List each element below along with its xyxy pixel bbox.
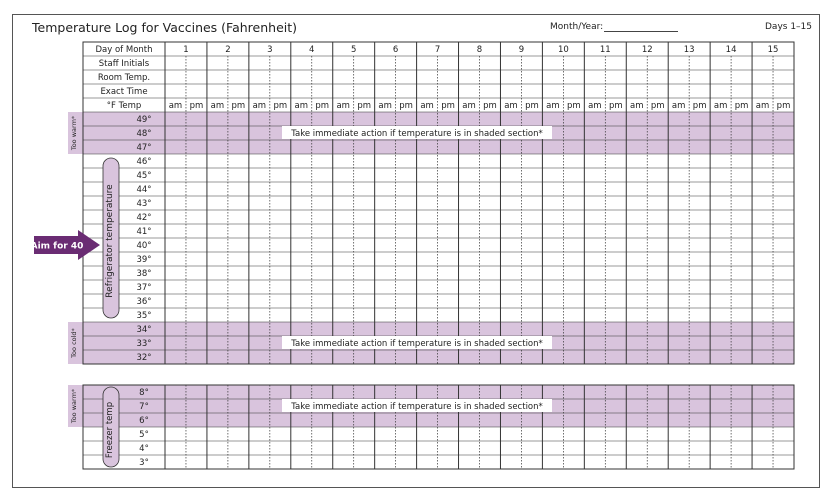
am-label: am [168, 101, 183, 111]
action-text: Take immediate action if temperature is in shaded section* [291, 339, 543, 349]
fridge-temp-label: 34° [136, 325, 152, 335]
am-label: am [462, 101, 476, 111]
day-number: 10 [557, 45, 569, 55]
freezer-temp-label: 4° [139, 444, 149, 454]
am-label: am [336, 101, 350, 111]
day-number: 12 [641, 45, 653, 55]
refrigerator-range-label: Refrigerator temperature [105, 184, 115, 298]
freezer-temp-label: 7° [139, 402, 149, 412]
pm-label: pm [231, 101, 246, 111]
am-label: am [546, 101, 560, 111]
pm-label: pm [189, 101, 204, 111]
am-label: am [588, 101, 602, 111]
day-number: 6 [392, 45, 399, 55]
row-header-label: Room Temp. [97, 73, 151, 83]
fridge-temp-label: 37° [136, 283, 152, 293]
fridge-temp-label: 46° [136, 157, 152, 167]
freezer-temp-label: 3° [139, 458, 149, 468]
fridge-temp-label: 47° [136, 143, 152, 153]
fridge-temp-label: 42° [136, 213, 152, 223]
day-number: 9 [518, 45, 525, 55]
am-label: am [378, 101, 392, 111]
action-text: Take immediate action if temperature is in shaded section* [291, 402, 543, 412]
pm-label: pm [567, 101, 581, 111]
day-number: 2 [225, 45, 231, 55]
am-label: am [671, 101, 686, 111]
fridge-temp-label: 41° [136, 227, 152, 237]
pm-label: pm [315, 101, 330, 111]
day-number: 5 [350, 45, 357, 55]
fridge-temp-label: 43° [136, 199, 152, 209]
pm-label: pm [483, 101, 497, 111]
am-label: am [252, 101, 267, 111]
pm-label: pm [441, 101, 455, 111]
freezer-too-warm-label: Too warm* [70, 388, 78, 424]
freezer-temp-label: 5° [139, 430, 149, 440]
pm-label: pm [608, 101, 623, 111]
pm-label: pm [650, 101, 665, 111]
am-label: am [210, 101, 225, 111]
day-number: 3 [267, 45, 273, 55]
freezer-temp-label: 8° [139, 388, 149, 398]
row-header-label: °F Temp [106, 101, 142, 111]
pm-label: pm [776, 101, 791, 111]
fridge-table-outline [83, 42, 794, 364]
day-number: 11 [599, 45, 611, 55]
am-label: am [504, 101, 518, 111]
row-header-label: Day of Month [95, 45, 153, 55]
fridge-temp-label: 39° [136, 255, 152, 265]
pm-label: pm [525, 101, 539, 111]
day-number: 1 [183, 45, 189, 55]
fridge-temp-label: 36° [136, 297, 152, 307]
fridge-temp-label: 45° [136, 171, 152, 181]
fridge-temp-label: 49° [136, 115, 152, 125]
fridge-temp-label: 32° [136, 353, 152, 363]
day-number: 15 [767, 45, 779, 55]
am-label: am [755, 101, 770, 111]
freezer-range-label: Freezer temp [105, 401, 115, 459]
fridge-temp-label: 33° [136, 339, 152, 349]
pm-label: pm [273, 101, 288, 111]
page-title: Temperature Log for Vaccines (Fahrenheit) [32, 20, 298, 35]
month-year-label: Month/Year: [550, 22, 604, 32]
row-header-label: Exact Time [100, 87, 148, 97]
day-number: 4 [309, 45, 315, 55]
days-range: Days 1–15 [765, 22, 812, 32]
am-label: am [294, 101, 309, 111]
fridge-too-cold-label: Too cold* [70, 328, 78, 358]
day-number: 8 [476, 45, 483, 55]
am-label: am [713, 101, 728, 111]
aim-label: Aim for 40 [30, 241, 84, 252]
fridge-too-warm-label: Too warm* [70, 115, 78, 151]
pm-label: pm [399, 101, 413, 111]
pm-label: pm [734, 101, 749, 111]
day-number: 7 [434, 45, 441, 55]
freezer-temp-label: 6° [139, 416, 149, 426]
fridge-temp-label: 35° [136, 311, 152, 321]
pm-label: pm [692, 101, 707, 111]
am-label: am [630, 101, 644, 111]
fridge-temp-label: 48° [136, 129, 152, 139]
fridge-temp-label: 40° [136, 241, 152, 251]
pm-label: pm [357, 101, 372, 111]
am-label: am [420, 101, 434, 111]
day-number: 13 [683, 45, 695, 55]
action-text: Take immediate action if temperature is in shaded section* [291, 129, 543, 139]
fridge-temp-label: 38° [136, 269, 152, 279]
row-header-label: Staff Initials [98, 59, 150, 69]
fridge-temp-label: 44° [136, 185, 152, 195]
day-number: 14 [725, 45, 737, 55]
